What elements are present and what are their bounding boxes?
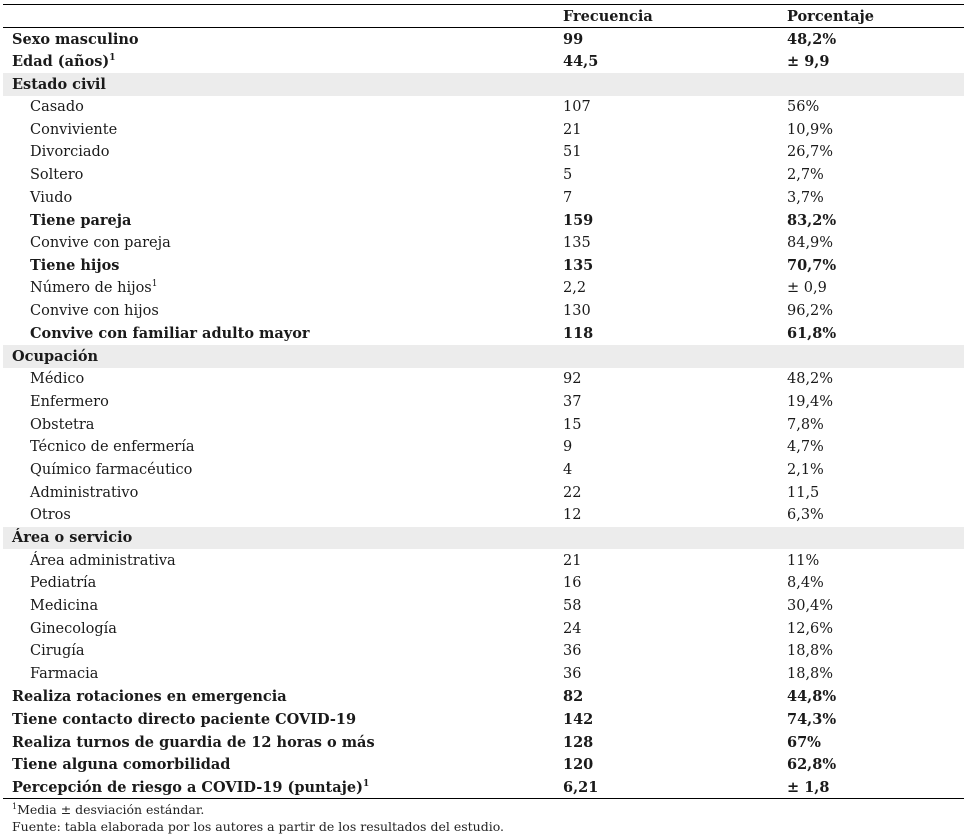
row-label <box>3 391 563 414</box>
row-frecuencia: 6,21 <box>563 778 599 796</box>
row-frecuencia: 21 <box>563 552 582 569</box>
demographics-table <box>3 4 964 799</box>
row-frecuencia: 16 <box>563 575 582 592</box>
row-porcentaje: 96,2% <box>787 303 834 320</box>
row-porcentaje: 3,7% <box>787 189 824 206</box>
row-frecuencia: 44,5 <box>563 53 599 71</box>
row-frecuencia <box>563 527 787 550</box>
row-frecuencia: 22 <box>563 484 582 501</box>
row-porcentaje: 19,4% <box>787 393 834 410</box>
row-label-text: Área o servicio <box>12 529 133 547</box>
row-frecuencia: 21 <box>563 121 582 138</box>
row-label-text: Convive con familiar adulto mayor <box>30 325 310 343</box>
row-frecuencia: 128 <box>563 733 594 751</box>
row-label-text: Número de hijos <box>30 280 152 297</box>
row-frecuencia: 82 <box>563 688 584 706</box>
row-frecuencia: 4 <box>563 461 573 478</box>
row-label-text: Pediatría <box>30 575 97 592</box>
table-row <box>3 731 964 754</box>
row-label-text: Convive con hijos <box>30 303 159 320</box>
row-frecuencia: 15 <box>563 416 582 433</box>
row-label <box>3 186 563 209</box>
row-label-text: Edad (años) <box>12 53 110 71</box>
table-row <box>3 209 964 232</box>
table-row <box>3 277 964 300</box>
row-frecuencia <box>563 73 787 96</box>
row-label-text: Tiene pareja <box>30 211 132 229</box>
row-label <box>3 277 563 300</box>
row-frecuencia: 99 <box>563 30 584 48</box>
row-label-text: Percepción de riesgo a COVID-19 (puntaje) <box>12 778 363 796</box>
row-frecuencia: 12 <box>563 507 582 524</box>
section-row <box>3 345 964 368</box>
row-label-text: Divorciado <box>30 144 110 161</box>
row-label-text: Tiene hijos <box>30 257 120 275</box>
row-label-text: Realiza rotaciones en emergencia <box>12 688 287 706</box>
row-label-text: Otros <box>30 507 71 524</box>
row-label-text: Ginecología <box>30 620 117 637</box>
row-porcentaje: 2,1% <box>787 461 824 478</box>
row-label-text: Soltero <box>30 166 84 183</box>
row-porcentaje: 30,4% <box>787 598 834 615</box>
row-label <box>3 254 563 277</box>
row-frecuencia <box>563 345 787 368</box>
row-porcentaje: 44,8% <box>787 688 837 706</box>
row-frecuencia: 7 <box>563 189 573 206</box>
table-row <box>3 595 964 618</box>
row-porcentaje: 70,7% <box>787 257 837 275</box>
row-label <box>3 232 563 255</box>
row-frecuencia: 51 <box>563 144 582 161</box>
row-label <box>3 708 563 731</box>
row-porcentaje: 18,8% <box>787 666 834 683</box>
row-porcentaje: 84,9% <box>787 235 834 252</box>
row-label <box>3 617 563 640</box>
header-porcentaje: Porcentaje <box>787 7 874 25</box>
table-row <box>3 164 964 187</box>
row-label-text: Enfermero <box>30 393 109 410</box>
row-frecuencia: 5 <box>563 166 573 183</box>
table-row <box>3 300 964 323</box>
row-label-text: Medicina <box>30 598 99 615</box>
table-row <box>3 549 964 572</box>
table-row <box>3 50 964 73</box>
row-label <box>3 322 563 345</box>
footnote-marker: 1 <box>362 778 370 789</box>
row-label <box>3 685 563 708</box>
row-label <box>3 481 563 504</box>
source-note: Fuente: tabla elaborada por los autores a partir de los resultados del estudio. <box>12 819 504 835</box>
table-row <box>3 481 964 504</box>
row-label <box>3 459 563 482</box>
row-porcentaje: 48,2% <box>787 30 837 48</box>
header-frecuencia: Frecuencia <box>563 7 653 25</box>
section-row <box>3 527 964 550</box>
row-porcentaje: 18,8% <box>787 643 834 660</box>
row-label <box>3 549 563 572</box>
row-label-text: Farmacia <box>30 666 99 683</box>
row-porcentaje <box>787 345 964 368</box>
row-label <box>3 50 563 73</box>
row-frecuencia: 107 <box>563 98 591 115</box>
row-frecuencia: 118 <box>563 325 594 343</box>
row-porcentaje <box>787 527 964 550</box>
row-porcentaje: 12,6% <box>787 620 834 637</box>
table-row <box>3 640 964 663</box>
table-row <box>3 685 964 708</box>
row-porcentaje: 10,9% <box>787 121 834 138</box>
row-label <box>3 28 563 51</box>
row-label <box>3 504 563 527</box>
row-label-text: Ocupación <box>12 347 99 365</box>
row-label-text: Convive con pareja <box>30 235 171 252</box>
row-label <box>3 595 563 618</box>
row-label <box>3 300 563 323</box>
row-label-text: Químico farmacéutico <box>30 461 193 478</box>
table-row <box>3 232 964 255</box>
row-label-text: Cirugía <box>30 643 85 660</box>
row-frecuencia: 142 <box>563 710 594 728</box>
row-porcentaje: 56% <box>787 98 820 115</box>
table-row <box>3 322 964 345</box>
row-porcentaje: 11% <box>787 552 820 569</box>
row-porcentaje: 6,3% <box>787 507 824 524</box>
row-porcentaje: ± 0,9 <box>787 280 827 297</box>
row-porcentaje: ± 1,8 <box>787 778 830 796</box>
table-row <box>3 368 964 391</box>
row-label <box>3 754 563 777</box>
row-label <box>3 640 563 663</box>
row-label <box>3 413 563 436</box>
table-row <box>3 504 964 527</box>
row-label-text: Realiza turnos de guardia de 12 horas o más <box>12 733 375 751</box>
row-label <box>3 96 563 119</box>
row-porcentaje: 26,7% <box>787 144 834 161</box>
row-label-text: Administrativo <box>30 484 139 501</box>
row-porcentaje: 74,3% <box>787 710 837 728</box>
row-porcentaje: 7,8% <box>787 416 824 433</box>
row-label <box>3 164 563 187</box>
row-porcentaje: ± 9,9 <box>787 53 830 71</box>
table-row <box>3 572 964 595</box>
row-porcentaje: 62,8% <box>787 756 837 774</box>
table-row <box>3 254 964 277</box>
row-label <box>3 73 563 96</box>
footnote-marker: 1 <box>109 53 116 64</box>
row-label <box>3 436 563 459</box>
table-row <box>3 663 964 686</box>
row-porcentaje: 48,2% <box>787 371 834 388</box>
table-row <box>3 617 964 640</box>
row-frecuencia: 36 <box>563 666 582 683</box>
row-label-text: Viudo <box>30 189 73 206</box>
row-frecuencia: 135 <box>563 257 594 275</box>
row-frecuencia: 135 <box>563 235 591 252</box>
row-frecuencia: 36 <box>563 643 582 660</box>
row-porcentaje: 61,8% <box>787 325 837 343</box>
row-label-text: Área administrativa <box>30 552 176 569</box>
row-frecuencia: 9 <box>563 439 573 456</box>
row-frecuencia: 120 <box>563 756 594 774</box>
table-notes <box>3 801 964 835</box>
row-label <box>3 663 563 686</box>
row-label <box>3 209 563 232</box>
row-porcentaje: 11,5 <box>787 484 820 501</box>
header-label <box>3 5 563 28</box>
table-row <box>3 436 964 459</box>
table-row <box>3 96 964 119</box>
row-label-text: Conviviente <box>30 121 118 138</box>
row-frecuencia: 2,2 <box>563 280 587 297</box>
row-label-text: Médico <box>30 371 85 388</box>
row-label-text: Casado <box>30 98 84 115</box>
row-label <box>3 118 563 141</box>
row-label-text: Estado civil <box>12 75 106 93</box>
footnote-marker: 1 <box>151 279 158 290</box>
table-body <box>3 28 964 799</box>
row-label <box>3 345 563 368</box>
row-porcentaje: 2,7% <box>787 166 824 183</box>
footnote-1 <box>12 801 964 818</box>
footnote-marker: 1 <box>12 802 18 812</box>
row-label-text: Obstetra <box>30 416 95 433</box>
table-header-row <box>3 5 964 28</box>
footnote-text: Media ± desviación estándar. <box>17 802 205 818</box>
row-porcentaje <box>787 73 964 96</box>
document <box>3 4 964 835</box>
row-label <box>3 141 563 164</box>
row-frecuencia: 24 <box>563 620 582 637</box>
row-porcentaje: 83,2% <box>787 211 837 229</box>
table-row <box>3 186 964 209</box>
row-label-text: Tiene alguna comorbilidad <box>12 756 231 774</box>
row-label <box>3 527 563 550</box>
row-label <box>3 731 563 754</box>
row-label-text: Técnico de enfermería <box>30 439 195 456</box>
table-row <box>3 28 964 51</box>
table-row <box>3 754 964 777</box>
row-label <box>3 572 563 595</box>
table-row <box>3 776 964 799</box>
table-row <box>3 413 964 436</box>
table-row <box>3 118 964 141</box>
section-row <box>3 73 964 96</box>
row-porcentaje: 8,4% <box>787 575 824 592</box>
row-frecuencia: 159 <box>563 211 594 229</box>
table-row <box>3 708 964 731</box>
row-frecuencia: 37 <box>563 393 582 410</box>
row-frecuencia: 130 <box>563 303 591 320</box>
row-label-text: Tiene contacto directo paciente COVID-19 <box>12 710 357 728</box>
row-label-text: Sexo masculino <box>12 30 139 48</box>
row-porcentaje: 4,7% <box>787 439 824 456</box>
table-row <box>3 391 964 414</box>
row-label <box>3 776 563 799</box>
row-frecuencia: 58 <box>563 598 582 615</box>
row-porcentaje: 67% <box>787 733 821 751</box>
row-label <box>3 368 563 391</box>
table-row <box>3 459 964 482</box>
row-frecuencia: 92 <box>563 371 582 388</box>
table-row <box>3 141 964 164</box>
